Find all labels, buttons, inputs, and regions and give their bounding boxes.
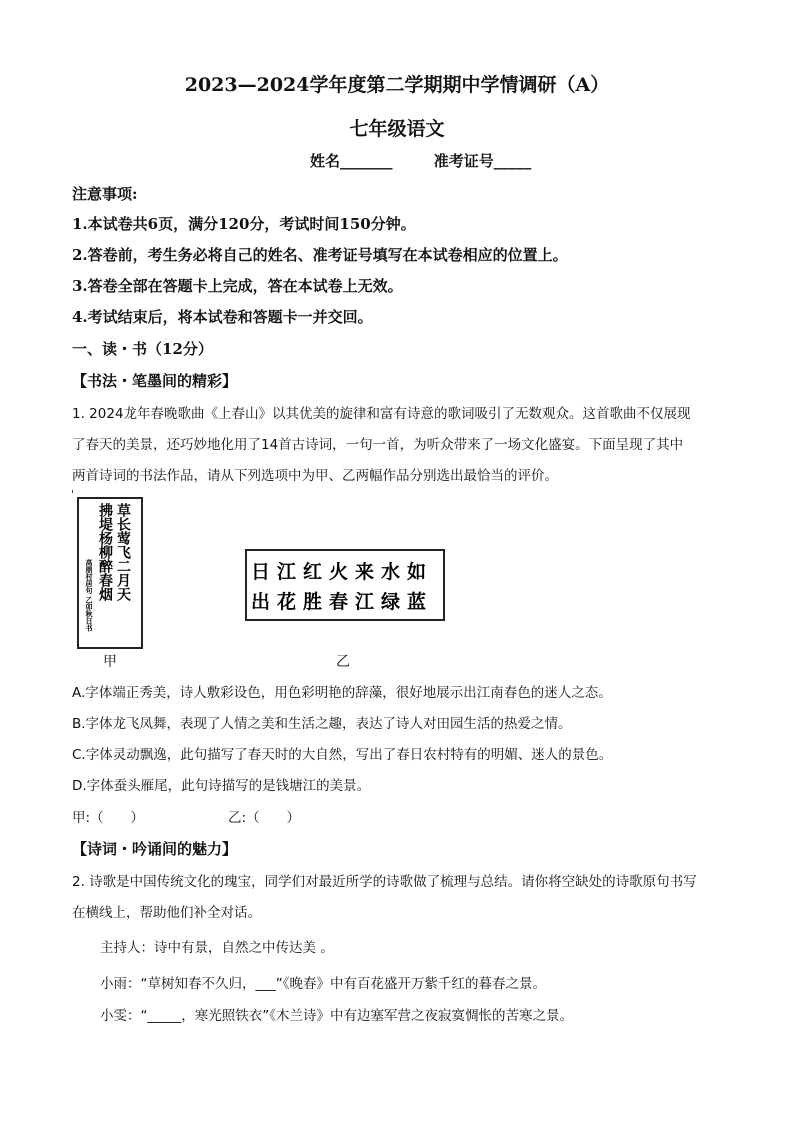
- exam-subtitle: 七年级语文: [349, 118, 445, 140]
- option-d: D.字体蚕头雁尾，此句诗描写的是钱塘江的美景。: [72, 778, 371, 794]
- calligraphy-jia-col1: 草长莺飞二月天: [115, 503, 131, 601]
- caption-jia: 甲: [103, 654, 117, 670]
- name-row: [310, 150, 567, 171]
- option-a: A.字体端正秀美，诗人敷彩设色，用色彩明艳的辞藻，很好地展示出江南春色的迷人之态。: [72, 685, 612, 701]
- section-heading: 一、读・书（12分）: [72, 340, 213, 358]
- calligraphy-jia-col2: 拂堤杨柳醉春烟: [97, 503, 113, 601]
- notice-heading: 注意事项:: [72, 185, 138, 203]
- notice-item: 4.考试结束后，将本试卷和答题卡一并交回。: [72, 308, 373, 326]
- option-b: B.字体龙飞凤舞，表现了人情之美和生活之趣，表达了诗人对田园生活的热爱之情。: [72, 716, 572, 732]
- question-text: 两首诗词的书法作品，请从下列选项中为甲、乙两幅作品分别选出最恰当的评价。: [72, 468, 558, 484]
- notice-item: 2.答卷前，考生务必将自己的姓名、准考证号填写在本试卷相应的位置上。: [72, 246, 568, 264]
- calligraphy-yi-line2: 出花胜春江绿蓝: [251, 591, 434, 613]
- name-field-label: 姓名_______: [310, 152, 393, 170]
- question-text: 了春天的美景，还巧妙地化用了14首古诗词，一句一首，为听众带来了一场文化盛宴。下面呈现了其中: [72, 437, 684, 453]
- dialog-line: 小雨：“草树知春不久归，___”《晚春》中有百花盛开万紫千红的暮春之景。: [100, 976, 546, 992]
- option-c: C.字体灵动飘逸，此句描写了春天时的大自然，写出了春日农村特有的明媚、迷人的景色。: [72, 747, 613, 763]
- caption-yi: 乙: [336, 654, 350, 670]
- subsection-heading: 【书法・笔墨间的精彩】: [72, 372, 238, 390]
- id-field-label: 准考证号_____: [433, 152, 532, 170]
- notice-item: 3.答卷全部在答题卡上完成，答在本试卷上无效。: [72, 277, 403, 295]
- exam-title: 2023—2024学年度第二学期期中学情调研（A）: [184, 74, 610, 96]
- question-text: 1. 2024龙年春晚歌曲《上春山》以其优美的旋律和富有诗意的歌词吸引了无数观众。这首歌曲不仅展现: [72, 406, 691, 422]
- question-text: 2. 诗歌是中国传统文化的瑰宝，同学们对最近所学的诗歌做了梳理与总结。请你将空缺处的诗歌原句书写: [72, 874, 697, 890]
- calligraphy-yi: [245, 549, 445, 621]
- calligraphy-jia: [77, 497, 143, 649]
- subsection-heading: 【诗词・吟诵间的魅力】: [72, 840, 238, 858]
- dialog-line: 主持人：诗中有景，自然之中传达美 。: [100, 940, 334, 956]
- notice-item: 1.本试卷共6页，满分120分，考试时间150分钟。: [72, 215, 416, 233]
- answer-jia: 甲:（ ）: [72, 810, 145, 826]
- calligraphy-yi-line1: 日江红火来水如: [251, 561, 434, 583]
- answer-yi: 乙:（ ）: [228, 810, 301, 826]
- calligraphy-jia-inscription: 高鼎村居句 乙卯秋日书: [85, 559, 94, 632]
- question-text: 在横线上，帮助他们补全对话。: [72, 905, 261, 921]
- dialog-line: 小雯：“_____，寒光照铁衣”《木兰诗》中有边塞军营之夜寂寞惆怅的苦寒之景。: [100, 1008, 573, 1024]
- mark-tick: [72, 490, 76, 493]
